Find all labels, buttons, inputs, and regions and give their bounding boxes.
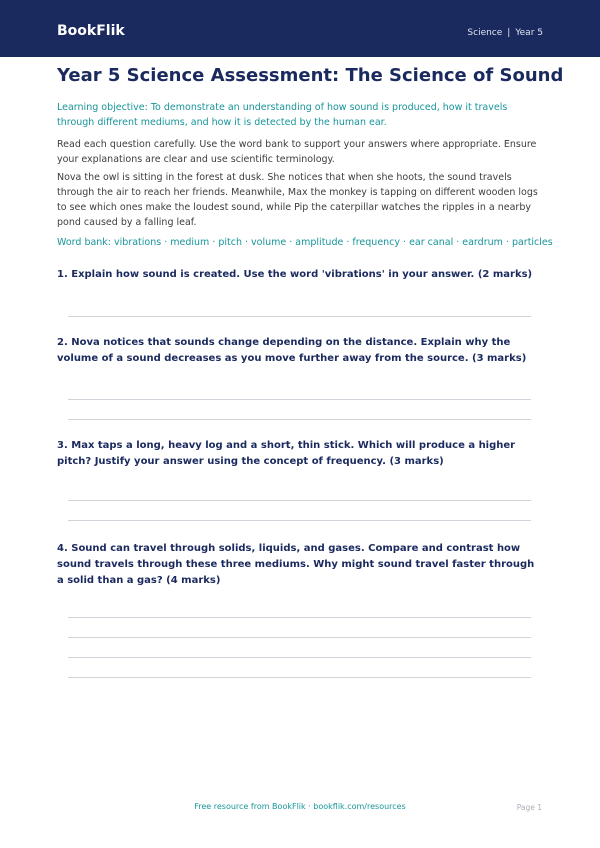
answer-line[interactable]	[68, 500, 531, 501]
answer-line[interactable]	[68, 520, 531, 521]
answer-line[interactable]	[68, 677, 531, 678]
page-number: Page 1	[516, 803, 542, 812]
word-bank: Word bank: vibrations · medium · pitch · volume · amplitude · frequency · ear canal · eardrum · particles	[57, 237, 553, 248]
story-paragraph: Nova the owl is sitting in the forest at dusk. She notices that when she hoots, the sound travels through the air to reach her friends. Meanwhile, Max the monkey is tapping on different wooden logs to see which ones make the loudest sound, while Pip the caterpillar watches the ripples in a nearby pond caused by a falling leaf.	[57, 172, 538, 228]
page-title: Year 5 Science Assessment: The Science of Sound	[57, 65, 564, 86]
answer-line[interactable]	[68, 316, 531, 317]
answer-line[interactable]	[68, 657, 531, 658]
header-meta	[467, 28, 543, 38]
answer-line[interactable]	[68, 419, 531, 420]
brand-logo-text: BookFlik	[57, 23, 125, 39]
answer-line[interactable]	[68, 637, 531, 638]
page-header	[0, 0, 600, 57]
question-4: 4. Sound can travel through solids, liquids, and gases. Compare and contrast how sound travels through these three mediums. Why might sound travel faster through a solid than a gas? (4 marks)	[57, 543, 535, 586]
subject-label: Science	[467, 28, 503, 38]
learning-objective: Learning objective: To demonstrate an understanding of how sound is produced, how it travels through different mediums, and how it is detected by the human ear.	[57, 102, 508, 128]
instructions-paragraph: Read each question carefully. Use the word bank to support your answers where appropriate. Ensure your explanations are clear and use scientific terminology.	[57, 139, 537, 165]
answer-line[interactable]	[68, 399, 531, 400]
header-separator: |	[507, 28, 511, 38]
question-1: 1. Explain how sound is created. Use the word 'vibrations' in your answer. (2 marks)	[57, 269, 533, 280]
question-2: 2. Nova notices that sounds change depending on the distance. Explain why the volume of a sound decreases as you move further away from the source. (3 marks)	[57, 337, 527, 364]
answer-line[interactable]	[68, 617, 531, 618]
footer-text: Free resource from BookFlik · bookflik.com/resources	[194, 802, 406, 811]
question-3: 3. Max taps a long, heavy log and a short, thin stick. Which will produce a higher pitch? Justify your answer using the concept of frequency. (3 marks)	[57, 440, 516, 467]
year-label: Year 5	[515, 28, 543, 38]
